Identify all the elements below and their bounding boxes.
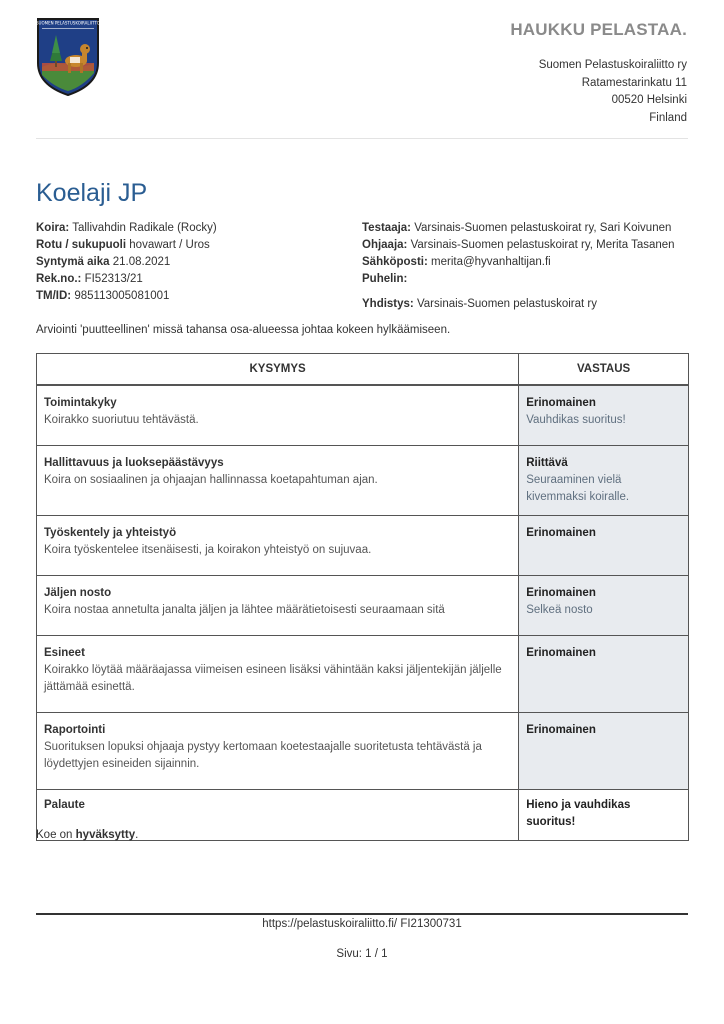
- question-title: Hallittavuus ja luoksepäästävyys: [44, 457, 224, 469]
- answer-comment: Vauhdikas suoritus!: [526, 413, 626, 426]
- dog-name-value: Tallivahdin Radikale (Rocky): [72, 222, 217, 234]
- email-row: [362, 254, 692, 271]
- handler-value: Varsinais-Suomen pelastuskoirat ry, Merita Tasanen: [410, 239, 675, 251]
- microchip-row: [36, 288, 356, 305]
- result-prefix: Koe on: [36, 829, 73, 841]
- tester-row: [362, 220, 692, 237]
- question-description: Suorituksen lopuksi ohjaaja pystyy kertomaan koetestaajalle suoritetusta tehtävästä ja löydettyjen esineiden sijainnin.: [44, 741, 482, 770]
- answer-value: Erinomainen: [526, 587, 596, 599]
- table-row: [37, 516, 689, 576]
- question-description: Koira nostaa annetulta janalta jäljen ja lähtee määrätietoisesti seuraamaan sitä: [44, 604, 445, 616]
- question-title: Toimintakyky: [44, 396, 117, 409]
- address-line: Suomen Pelastuskoiraliitto ry: [538, 59, 687, 71]
- address-line: 00520 Helsinki: [611, 94, 687, 106]
- question-title: Esineet: [44, 647, 85, 659]
- registration-row: [36, 271, 356, 288]
- footer-divider: [36, 913, 688, 915]
- birth-date-label: Syntymä aika: [36, 256, 110, 268]
- question-title: Jäljen nosto: [44, 587, 112, 599]
- birth-date-row: [36, 254, 356, 271]
- handler-label: Ohjaaja:: [362, 239, 408, 251]
- answer-value: Erinomainen: [526, 647, 596, 659]
- evaluation-table: [36, 353, 689, 841]
- phone-label: Puhelin:: [362, 273, 408, 285]
- association-value: Varsinais-Suomen pelastuskoirat ry: [416, 298, 597, 310]
- question-description: Koirakko löytää määräajassa viimeisen esineen lisäksi vähintään kaksi jäljentekijän jäljelle jättämää esinettä.: [44, 664, 502, 693]
- breed-row: [36, 237, 356, 254]
- association-row: [362, 296, 692, 313]
- question-description: Koira työskentelee itsenäisesti, ja koirakon yhteistyö on sujuvaa.: [44, 544, 372, 556]
- answer-value: Riittävä: [526, 457, 568, 469]
- organization-header: [510, 20, 687, 127]
- answer-column-header: VASTAUS: [519, 354, 689, 385]
- test-result: [36, 829, 138, 841]
- dog-name-row: [36, 220, 356, 237]
- pelastuskoiraliitto-logo: [36, 17, 100, 97]
- question-description: Koira on sosiaalinen ja ohjaajan hallinnassa koetapahtuman ajan.: [44, 474, 378, 486]
- table-row: [37, 576, 689, 636]
- registration-label: Rek.no.:: [36, 273, 82, 285]
- phone-row: [362, 271, 692, 288]
- question-column-header: KYSYMYS: [37, 354, 519, 385]
- question-title: Raportointi: [44, 724, 106, 736]
- registration-value: FI52313/21: [84, 273, 143, 285]
- birth-date-value: 21.08.2021: [112, 256, 171, 268]
- evaluation-notice: Arviointi 'puutteellinen' missä tahansa osa-alueessa johtaa kokeen hylkäämiseen.: [36, 324, 451, 336]
- handler-row: [362, 237, 692, 254]
- answer-comment: Seuraaminen vielä kivemmaksi koiralle.: [526, 474, 630, 503]
- microchip-label: TM/ID:: [36, 290, 72, 302]
- microchip-value: 985113005081001: [74, 290, 170, 302]
- table-row: [37, 385, 689, 446]
- page-title: Koelaji JP: [36, 179, 148, 207]
- answer-value: Erinomainen: [526, 396, 596, 409]
- breed-label: Rotu / sukupuoli: [36, 239, 127, 251]
- email-label: Sähköposti:: [362, 256, 428, 268]
- table-row: [37, 636, 689, 713]
- question-description: Koirakko suoriutuu tehtävästä.: [44, 413, 199, 426]
- address-line: Ratamestarinkatu 11: [581, 76, 687, 89]
- address-line: Finland: [649, 111, 687, 124]
- answer-value: Erinomainen: [526, 724, 596, 736]
- email-value: merita@hyvanhaltijan.fi: [431, 256, 551, 268]
- result-suffix: .: [135, 829, 139, 841]
- dog-info: [36, 220, 356, 305]
- tester-label: Testaaja:: [362, 222, 412, 234]
- tester-value: Varsinais-Suomen pelastuskoirat ry, Sari Koivunen: [414, 222, 672, 234]
- table-header-row: [37, 354, 689, 385]
- answer-comment: Selkeä nosto: [526, 604, 593, 616]
- organization-address: [510, 57, 687, 127]
- question-title: Työskentely ja yhteistyö: [44, 527, 177, 539]
- dog-name-label: Koira:: [36, 222, 70, 234]
- header-divider: [36, 138, 688, 139]
- feedback-title: Palaute: [44, 799, 85, 811]
- brand-slogan: HAUKKU PELASTAA.: [510, 20, 687, 39]
- breed-value: hovawart / Uros: [129, 239, 210, 251]
- table-row: [37, 446, 689, 516]
- tester-info: [362, 220, 692, 313]
- page-number: Sivu: 1 / 1: [336, 948, 388, 960]
- footer-url: https://pelastuskoiraliitto.fi/ FI21300731: [262, 918, 462, 930]
- answer-value: Erinomainen: [526, 527, 596, 539]
- table-row: [37, 713, 689, 790]
- logo-text-top: SUOMEN PELASTUSKOIRALIITTO: [36, 20, 100, 26]
- result-value: hyväksytty: [75, 829, 136, 841]
- association-label: Yhdistys:: [362, 298, 414, 310]
- feedback-value: Hieno ja vauhdikas suoritus!: [526, 799, 631, 828]
